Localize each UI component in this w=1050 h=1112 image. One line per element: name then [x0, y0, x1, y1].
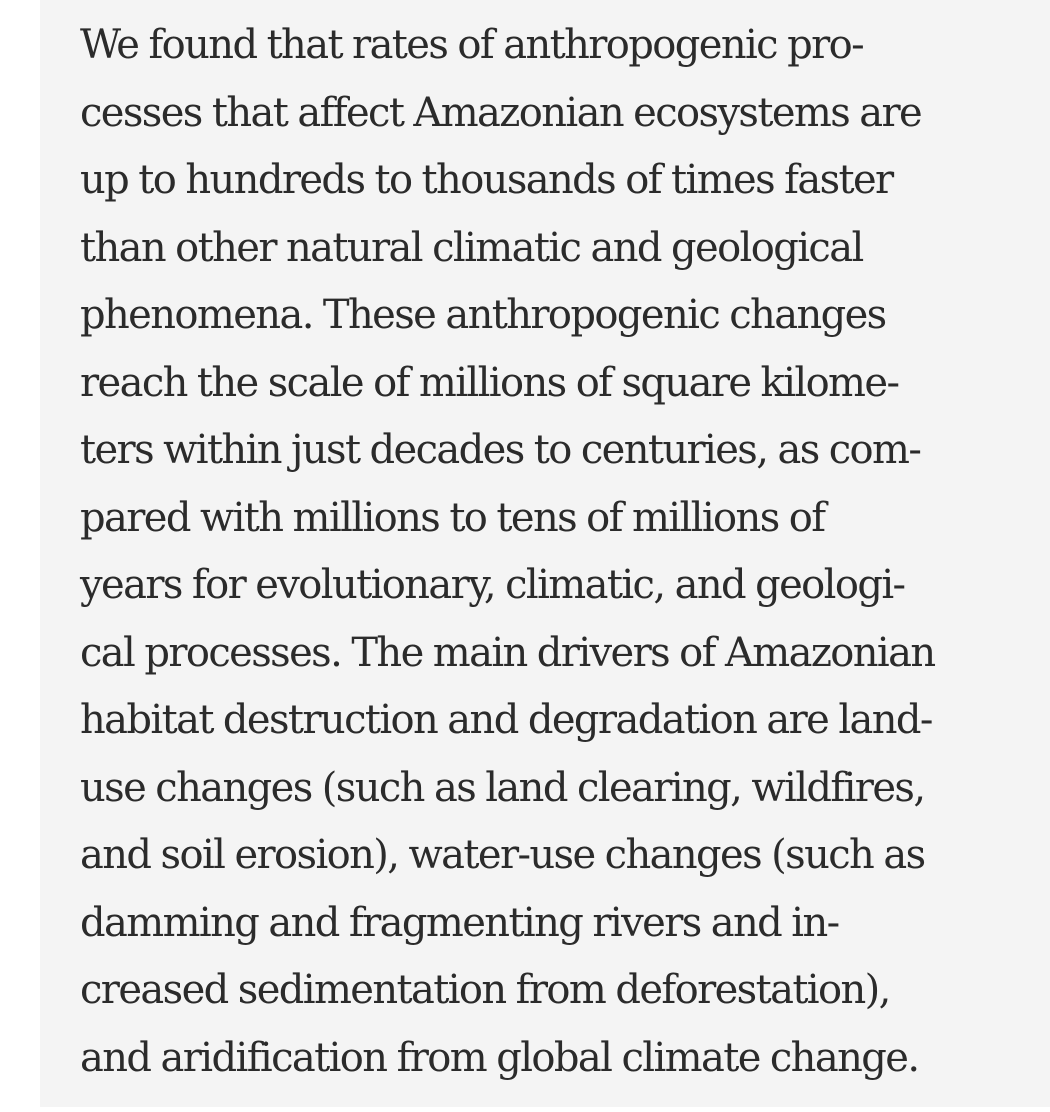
paragraph-line: cesses that affect Amazonian ecosystems are [80, 89, 922, 136]
paragraph-line: use changes (such as land clearing, wildfires, [80, 764, 925, 811]
paragraph-line: creased sedimentation from deforestation), [80, 967, 890, 1013]
paragraph-line: and soil erosion), water-use changes (such as [80, 832, 925, 878]
paragraph-line: and aridification from global climate change. [80, 1034, 919, 1081]
paragraph-line: habitat destruction and degradation are land- [80, 697, 932, 743]
paragraph-line: cal processes. The main drivers of Amazonian [80, 629, 935, 676]
paragraph-line: up to hundreds to thousands of times faster [80, 157, 893, 203]
paragraph-line: reach the scale of millions of square kilome- [80, 359, 899, 406]
paragraph-line: ters within just decades to centuries, as com- [80, 427, 921, 473]
paragraph-line: We found that rates of anthropogenic pro- [80, 22, 864, 68]
paragraph-line: pared with millions to tens of millions of [80, 494, 825, 541]
article-paragraph [80, 12, 935, 1092]
paragraph-line: years for evolutionary, climatic, and geologi- [80, 562, 905, 608]
paragraph-line: phenomena. These anthropogenic changes [80, 292, 886, 338]
paragraph-line: than other natural climatic and geological [80, 224, 863, 271]
paragraph-line: damming and fragmenting rivers and in- [80, 899, 839, 946]
